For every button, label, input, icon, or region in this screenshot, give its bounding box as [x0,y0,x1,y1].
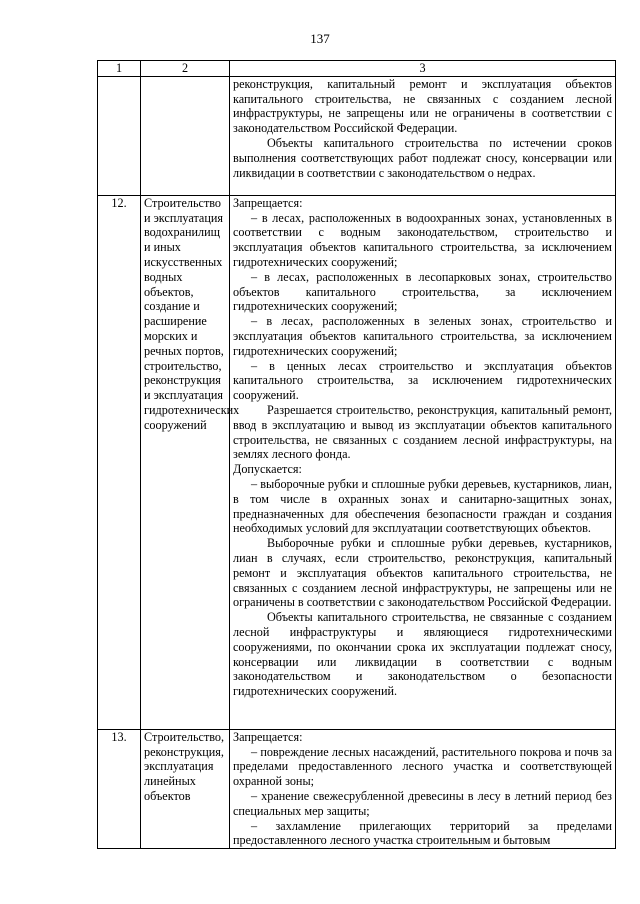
requirements-cell [230,195,616,729]
requirement-paragraph: Выборочные рубки и сплошные рубки деревьев, кустарников, лиан в случаях, если строительство, реконструкция, капитальный ремонт и эксплуатация объектов капитального строительства, не связанных с созданием лесной инфраструктуры, не запрещены или не ограничены в соответствии с законодательством Российской Федерации. [233,536,612,610]
requirement-paragraph: – в лесах, расположенных в лесопарковых зонах, строительство объектов капитального строительства, за исключением гидротехнических сооружений; [233,269,612,314]
requirement-paragraph: – выборочные рубки и сплошные рубки деревьев, кустарников, лиан, в том числе в охранных зонах и санитарно-защитных зонах, предназначенных для обеспечения безопасности граждан и создания необходимых условий для эксплуатации соответствующих объектов. [233,476,612,536]
table-row [98,729,616,848]
header-cell-2: 2 [141,61,230,77]
activity-name: Строительство и эксплуатация водохранилищ и иных искусственных водных объектов, создание и расширение морских и речных портов, строительство, реконструкция и эксплуатация гидротехнических сооружений [141,195,230,729]
table-row [98,76,616,195]
header-cell-3: 3 [230,61,616,77]
table-body [98,61,616,849]
requirement-paragraph: Объекты капитального строительства, не связанные с созданием лесной инфраструктуры и являющиеся гидротехническими сооружениями, по окончании срока их эксплуатации подлежат сносу, консервации или ликвидации в соответствии с водным законодательством и законодательством о безопасности гидротехнических сооружений. [233,610,612,699]
row-number [98,76,141,195]
requirement-paragraph: Запрещается: [233,195,303,210]
page-number: 137 [310,31,330,46]
forest-use-table [97,60,616,849]
requirement-paragraph: Объекты капитального строительства по истечении сроков выполнения соответствующих работ подлежат сносу, консервации или ликвидации в соответствии с законодательством о недрах. [233,135,612,180]
requirement-paragraph: – захламление прилегающих территорий за пределами предоставленного лесного участка строительным и бытовым [233,818,612,848]
row-number: 12. [98,195,141,729]
requirement-paragraph: – повреждение лесных насаждений, растительного покрова и почв за пределами предоставленного лесного участка и соответствующей охранной зоны; [233,744,612,789]
requirement-paragraph: Допускается: [233,462,302,477]
requirements-cell [230,76,616,195]
requirement-paragraph: Запрещается: [233,729,303,744]
header-row [98,61,616,77]
activity-name: Строительство, реконструкция, эксплуатация линейных объектов [141,729,230,848]
requirement-paragraph: Разрешается строительство, реконструкция, капитальный ремонт, ввод в эксплуатацию и вывод из эксплуатации объектов капитального строительства, не связанных с созданием лесной инфраструктуры, на землях лесного фонда. [233,402,612,462]
requirement-paragraph: реконструкция, капитальный ремонт и эксплуатация объектов капитального строительства, не связанных с созданием лесной инфраструктуры, не запрещены или не ограничены в соответствии с законодательством Российской Федерации. [233,76,612,136]
requirement-paragraph: – в лесах, расположенных в водоохранных зонах, установленных в соответствии с водным законодательством, строительство и эксплуатация объектов капитального строительства, за исключением гидротехнических сооружений; [233,210,612,269]
requirement-paragraph: – в лесах, расположенных в зеленых зонах, строительство и эксплуатация объектов капитального строительства, за исключением гидротехнических сооружений; [233,314,612,358]
header-cell-1: 1 [98,61,141,77]
requirement-paragraph: – хранение свежесрубленной древесины в лесу в летний период без специальных мер защиты; [233,788,612,818]
requirement-paragraph: – в ценных лесах строительство и эксплуатация объектов капитального строительства, за исключением гидротехнических сооружений. [233,358,612,403]
requirements-cell [230,729,616,848]
row-number: 13. [98,729,141,848]
table-row [98,195,616,729]
activity-name [141,76,230,195]
